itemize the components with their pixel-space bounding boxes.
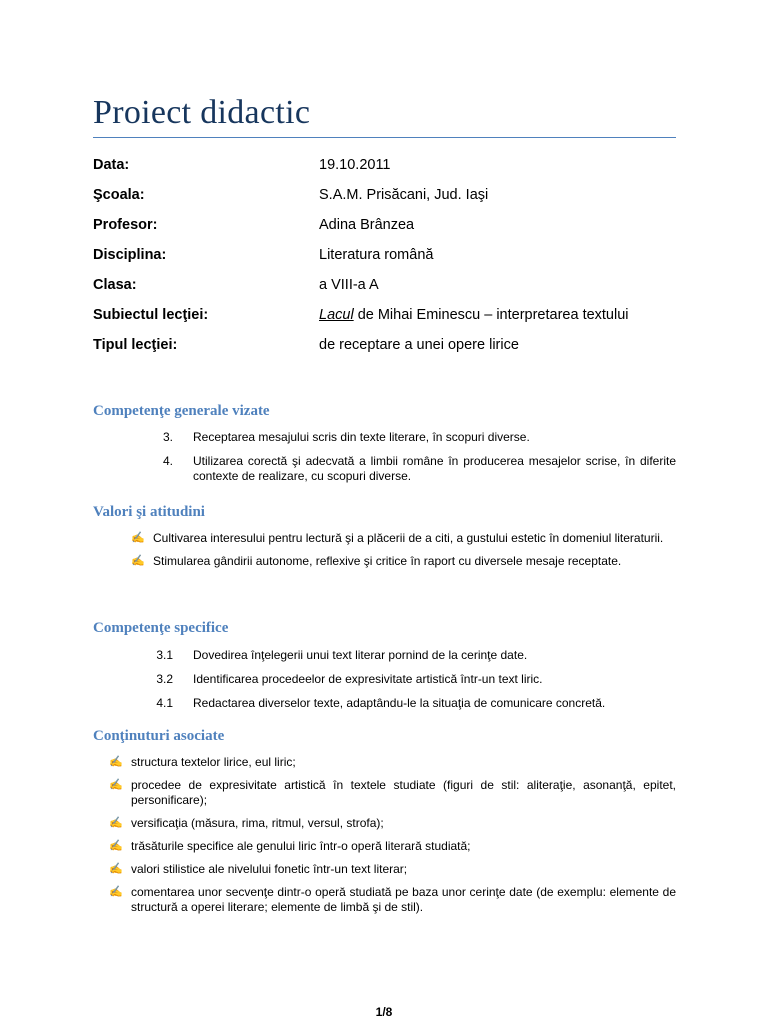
general-competences-list (93, 430, 676, 493)
list-item (93, 696, 676, 711)
list-item (93, 778, 676, 808)
info-label: Data: (93, 157, 130, 173)
item-number: 3. (162, 430, 173, 444)
specific-competences-list (93, 648, 676, 720)
list-item (93, 454, 676, 484)
item-text: comentarea unor secvenţe dintr-o operă studiată pe baza unor cerinţe date (de exemplu: elemente de structură a operei literare; elemente de limbă şi de stil). (131, 885, 676, 914)
list-item (93, 531, 676, 546)
item-number: 3.2 (156, 672, 173, 686)
item-text: procedee de expresivitate artistică în textele studiate (figuri de stil: aliteraţie, asonanţă, epitet, personificare); (131, 778, 676, 807)
info-row-school (93, 186, 676, 204)
subject-rest: de Mihai Eminescu – interpretarea textului (353, 307, 629, 323)
info-value (319, 306, 676, 324)
item-text: trăsăturile specifice ale genului liric într-o operă literară studiată; (131, 839, 471, 853)
info-label: Subiectul lecţiei: (93, 307, 209, 323)
list-item (93, 430, 676, 445)
section-heading-specific-competences: Competenţe specifice (93, 620, 229, 636)
page-number: 1/8 (375, 1005, 393, 1019)
list-item (93, 816, 676, 831)
document-title: Proiect didactic (93, 94, 311, 131)
pen-bullet-icon: ✍ (109, 886, 123, 898)
info-label: Şcoala: (93, 187, 145, 203)
list-item (93, 885, 676, 915)
info-label: Tipul lecţiei: (93, 337, 178, 353)
item-text: Identificarea procedeelor de expresivitate artistică într-un text liric. (193, 672, 543, 686)
list-item (93, 862, 676, 877)
info-row-discipline (93, 246, 676, 264)
item-text: Receptarea mesajului scris din texte literare, în scopuri diverse. (193, 430, 530, 444)
info-row-teacher (93, 216, 676, 234)
info-value: 19.10.2011 (319, 157, 391, 173)
info-value: de receptare a unei opere lirice (319, 337, 519, 353)
list-item (93, 839, 676, 854)
info-row-date (93, 156, 676, 174)
item-text: valori stilistice ale nivelului fonetic într-un text literar; (131, 862, 408, 876)
info-value: S.A.M. Prisăcani, Jud. Iaşi (319, 187, 489, 203)
list-item (93, 554, 676, 569)
pen-bullet-icon: ✍ (131, 532, 145, 544)
section-heading-general-competences: Competenţe generale vizate (93, 403, 270, 419)
info-value: Adina Brânzea (319, 217, 415, 233)
title-divider (93, 137, 676, 138)
list-item (93, 648, 676, 663)
list-item (93, 672, 676, 687)
lesson-info-table (93, 156, 676, 366)
info-label: Profesor: (93, 217, 158, 233)
item-number: 4.1 (156, 696, 173, 710)
info-label: Clasa: (93, 277, 137, 293)
info-label: Disciplina: (93, 247, 167, 263)
item-text: Stimularea gândirii autonome, reflexive şi critice în raport cu diversele mesaje receptate. (153, 554, 622, 568)
pen-bullet-icon: ✍ (131, 555, 145, 567)
info-value: a VIII-a A (319, 277, 379, 293)
pen-bullet-icon: ✍ (109, 779, 123, 791)
section-heading-contents: Conţinuturi asociate (93, 728, 225, 744)
item-number: 3.1 (156, 648, 173, 662)
item-text: versificaţia (măsura, rima, ritmul, versul, strofa); (131, 816, 384, 830)
info-row-subject (93, 306, 676, 324)
pen-bullet-icon: ✍ (109, 840, 123, 852)
pen-bullet-icon: ✍ (109, 817, 123, 829)
item-text: Redactarea diverselor texte, adaptându-le la situaţia de comunicare concretă. (193, 696, 606, 710)
pen-bullet-icon: ✍ (109, 756, 123, 768)
item-text: Dovedirea înţelegerii unui text literar pornind de la cerinţe date. (193, 648, 528, 662)
section-heading-values: Valori şi atitudini (93, 504, 205, 520)
pen-bullet-icon: ✍ (109, 863, 123, 875)
info-row-lesson-type (93, 336, 676, 354)
item-number: 4. (162, 454, 173, 468)
info-row-class (93, 276, 676, 294)
item-text: Utilizarea corectă şi adecvată a limbii române în producerea mesajelor scrise, în diferite contexte de realizare, cu scopuri diverse. (193, 454, 676, 483)
item-text: Cultivarea interesului pentru lectură şi a plăcerii de a citi, a gustului estetic în domeniul literaturii. (153, 531, 664, 545)
values-list (93, 531, 676, 577)
contents-list (93, 755, 676, 923)
poem-title-link[interactable]: Lacul (319, 307, 354, 323)
item-text: structura textelor lirice, eul liric; (131, 755, 296, 769)
list-item (93, 755, 676, 770)
info-value: Literatura română (319, 247, 434, 263)
